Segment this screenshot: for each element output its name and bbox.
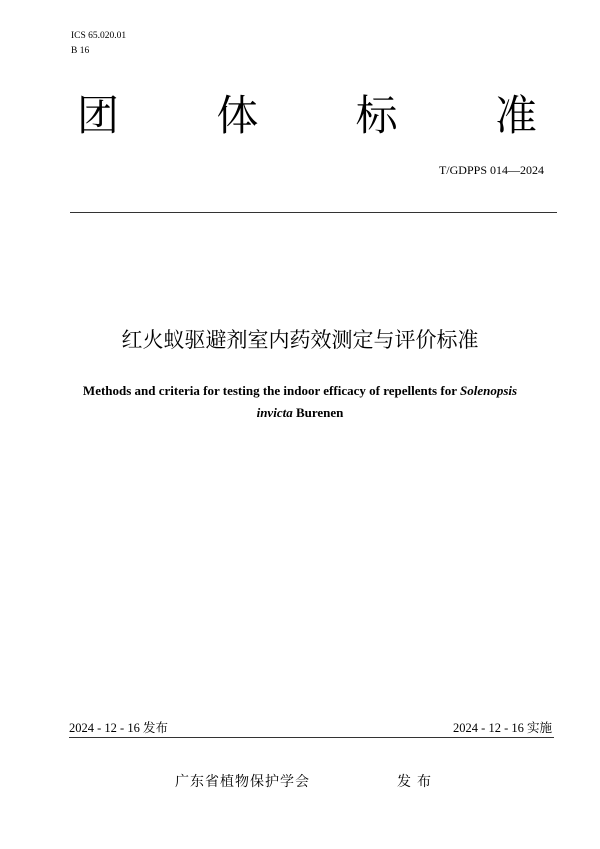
title-char-2: 体 [216,91,259,140]
issue-date: 2024 - 12 - 16 发布 [69,721,168,735]
title-char-1: 团 [77,91,120,140]
title-char-4: 准 [494,91,537,140]
english-title-genus: Solenopsis [459,383,518,398]
footer-divider [69,737,554,738]
ics-code: ICS 65.020.01 [71,31,127,41]
classification-codes [71,29,126,59]
english-title [55,380,545,424]
standard-number: T/GDPPS 014—2024 [438,163,544,177]
standard-type-title [77,88,537,144]
publisher-name: 广东省植物保护学会 [175,774,310,790]
english-title-species: invicta [256,405,293,420]
chinese-title: 红火蚁驱避剂室内药效测定与评价标准 [121,328,479,352]
english-title-text: Methods and criteria for testing the indoor efficacy of repellents for [82,383,460,398]
publish-label: 发布 [397,774,437,790]
english-title-author: Burenen [292,405,344,420]
ccs-code: B 16 [71,46,90,56]
title-char-3: 标 [355,91,398,140]
implementation-date: 2024 - 12 - 16 实施 [453,721,552,735]
header-divider [70,212,557,213]
